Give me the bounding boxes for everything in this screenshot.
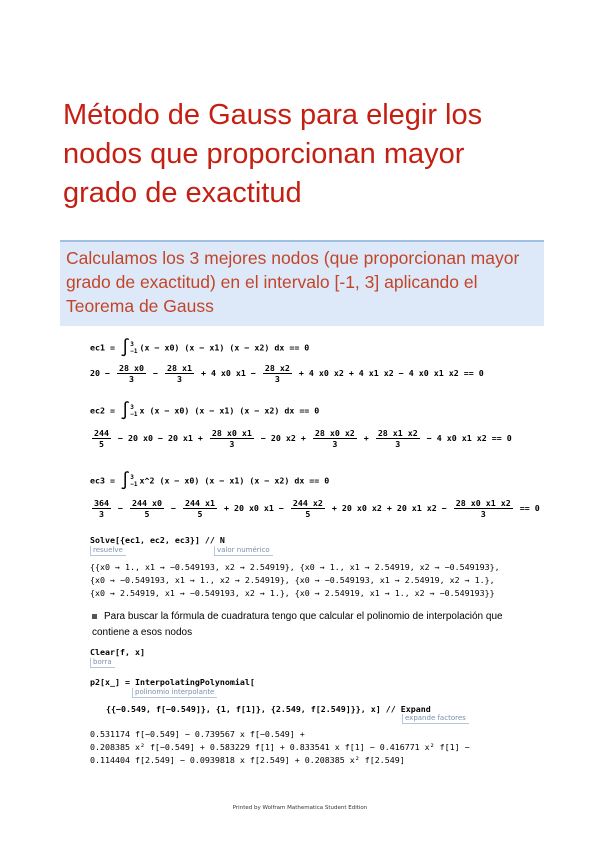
bullet-text: Para buscar la fórmula de cuadratura tengo que calcular el polinomio de interpolación que contiene a esos nodos	[92, 611, 503, 638]
page-title: Método de Gauss para elegir los nodos que proporcionan mayor grado de exactitud	[63, 99, 483, 209]
numeric-tooltip: valor numérico	[214, 546, 273, 556]
ec2-output: $\frac{244}{5}$ − 20 x0 − 20 x1 + $\frac{28 x0 x1}{3}$ − 20 x2 + $\frac{28 x0 x2}{3}$ + $\frac{28 x1 x2}{3}$ − 4 x0 x1 x2 == 0	[94, 428, 512, 449]
ec3-output: $\frac{364}{3}$ − $\frac{244 x0}{5}$ − $\frac{244 x1}{5}$ + 20 x0 x1 − $\frac{244 x2}{5}$ + 20 x0 x2 + 20 x1 x2 − $\frac{28 x0 x1 x2}{3}$ == 0	[94, 498, 540, 519]
clear-tooltip: borra	[90, 658, 115, 668]
p2-output-1: 0.531174 f[−0.549] − 0.739567 x f[−0.549] +	[90, 729, 305, 739]
solve-tooltip: resuelve	[90, 546, 126, 556]
ec2-input[interactable]: ec2 = ∫ 3 −1 x (x − x0) (x − x1) (x − x2) dx == 0	[90, 401, 320, 421]
section-heading: Calculamos los 3 mejores nodos (que proporcionan mayor grado de exactitud) en el intervalo [-1, 3] aplicando el Teorema de Gauss	[60, 240, 544, 326]
solve-input[interactable]: Solve[{ec1, ec2, ec3}] // N	[90, 535, 225, 545]
clear-input[interactable]: Clear[f, x]	[90, 647, 145, 657]
p2-output-3: 0.114404 f[2.549] − 0.0939818 x f[2.549] + 0.208385 x² f[2.549]	[90, 755, 405, 765]
expand-tooltip: expande factores	[402, 714, 469, 724]
bullet-icon	[92, 614, 97, 619]
p2-input-line1[interactable]: p2[x_] = InterpolatingPolynomial[	[90, 677, 255, 687]
solve-output-2: {x0 → −0.549193, x1 → 1., x2 → 2.54919}, {x0 → −0.549193, x1 → 2.54919, x2 → 1.},	[90, 575, 495, 585]
solve-output-3: {x0 → 2.54919, x1 → −0.549193, x2 → 1.}, {x0 → 2.54919, x1 → 1., x2 → −0.549193}}	[90, 588, 495, 598]
ec1-output: 20 − $\frac{28 x0}{3}$ − $\frac{28 x1}{3}$ + 4 x0 x1 − $\frac{28 x2}{3}$ + 4 x0 x2 + 4 x1 x2 − 4 x0 x1 x2 == 0	[90, 363, 484, 384]
p2-input-line2[interactable]: {{−0.549, f[−0.549]}, {1, f[1]}, {2.549, f[2.549]}}, x] // Expand	[106, 704, 431, 714]
solve-output-1: {{x0 → 1., x1 → −0.549193, x2 → 2.54919}, {x0 → 1., x1 → 2.54919, x2 → −0.549193},	[90, 562, 500, 572]
p2-output-2: 0.208385 x² f[−0.549] + 0.583229 f[1] + 0.833541 x f[1] − 0.416771 x² f[1] −	[90, 742, 470, 752]
ec3-input[interactable]: ec3 = ∫ 3 −1 x^2 (x − x0) (x − x1) (x − x2) dx == 0	[90, 471, 330, 491]
footer: Printed by Wolfram Mathematica Student Edition	[232, 805, 368, 811]
interp-tooltip: polinomio interpolante	[132, 688, 217, 698]
ec1-input[interactable]: ec1 = ∫ 3 −1 (x − x0) (x − x1) (x − x2) dx == 0	[90, 338, 310, 358]
